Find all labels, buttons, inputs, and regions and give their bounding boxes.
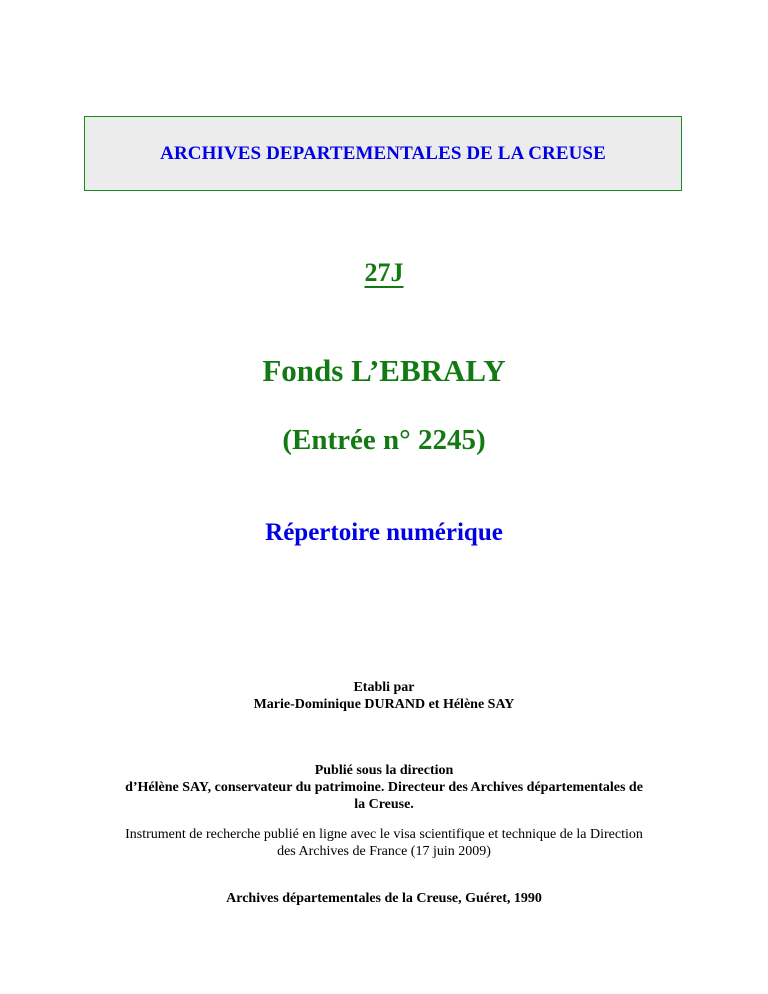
- authors-names: Marie-Dominique DURAND et Hélène SAY: [253, 697, 515, 712]
- entry-number: (Entrée n° 2245): [282, 424, 486, 456]
- direction-line-3: la Creuse.: [354, 797, 414, 812]
- authors-label: Etabli par: [353, 680, 415, 695]
- online-notice: [0, 826, 768, 860]
- institution-header-box: [84, 116, 682, 191]
- online-notice-line-1: Instrument de recherche publié en ligne avec le visa scientifique et technique de la Direction: [125, 827, 643, 842]
- online-notice-line-2: des Archives de France (17 juin 2009): [277, 844, 491, 859]
- imprint: Archives départementales de la Creuse, Guéret, 1990: [226, 891, 542, 906]
- direction-line-1: Publié sous la direction: [314, 763, 454, 778]
- authors-block: [0, 679, 768, 713]
- fonds-title: Fonds L’EBRALY: [262, 353, 506, 388]
- fonds-cote: 27J: [364, 258, 404, 287]
- direction-block: [0, 762, 768, 813]
- direction-line-2: d’Hélène SAY, conservateur du patrimoine. Directeur des Archives départementales de: [125, 780, 643, 795]
- document-type: Répertoire numérique: [265, 519, 503, 546]
- institution-name: ARCHIVES DEPARTEMENTALES DE LA CREUSE: [160, 142, 606, 164]
